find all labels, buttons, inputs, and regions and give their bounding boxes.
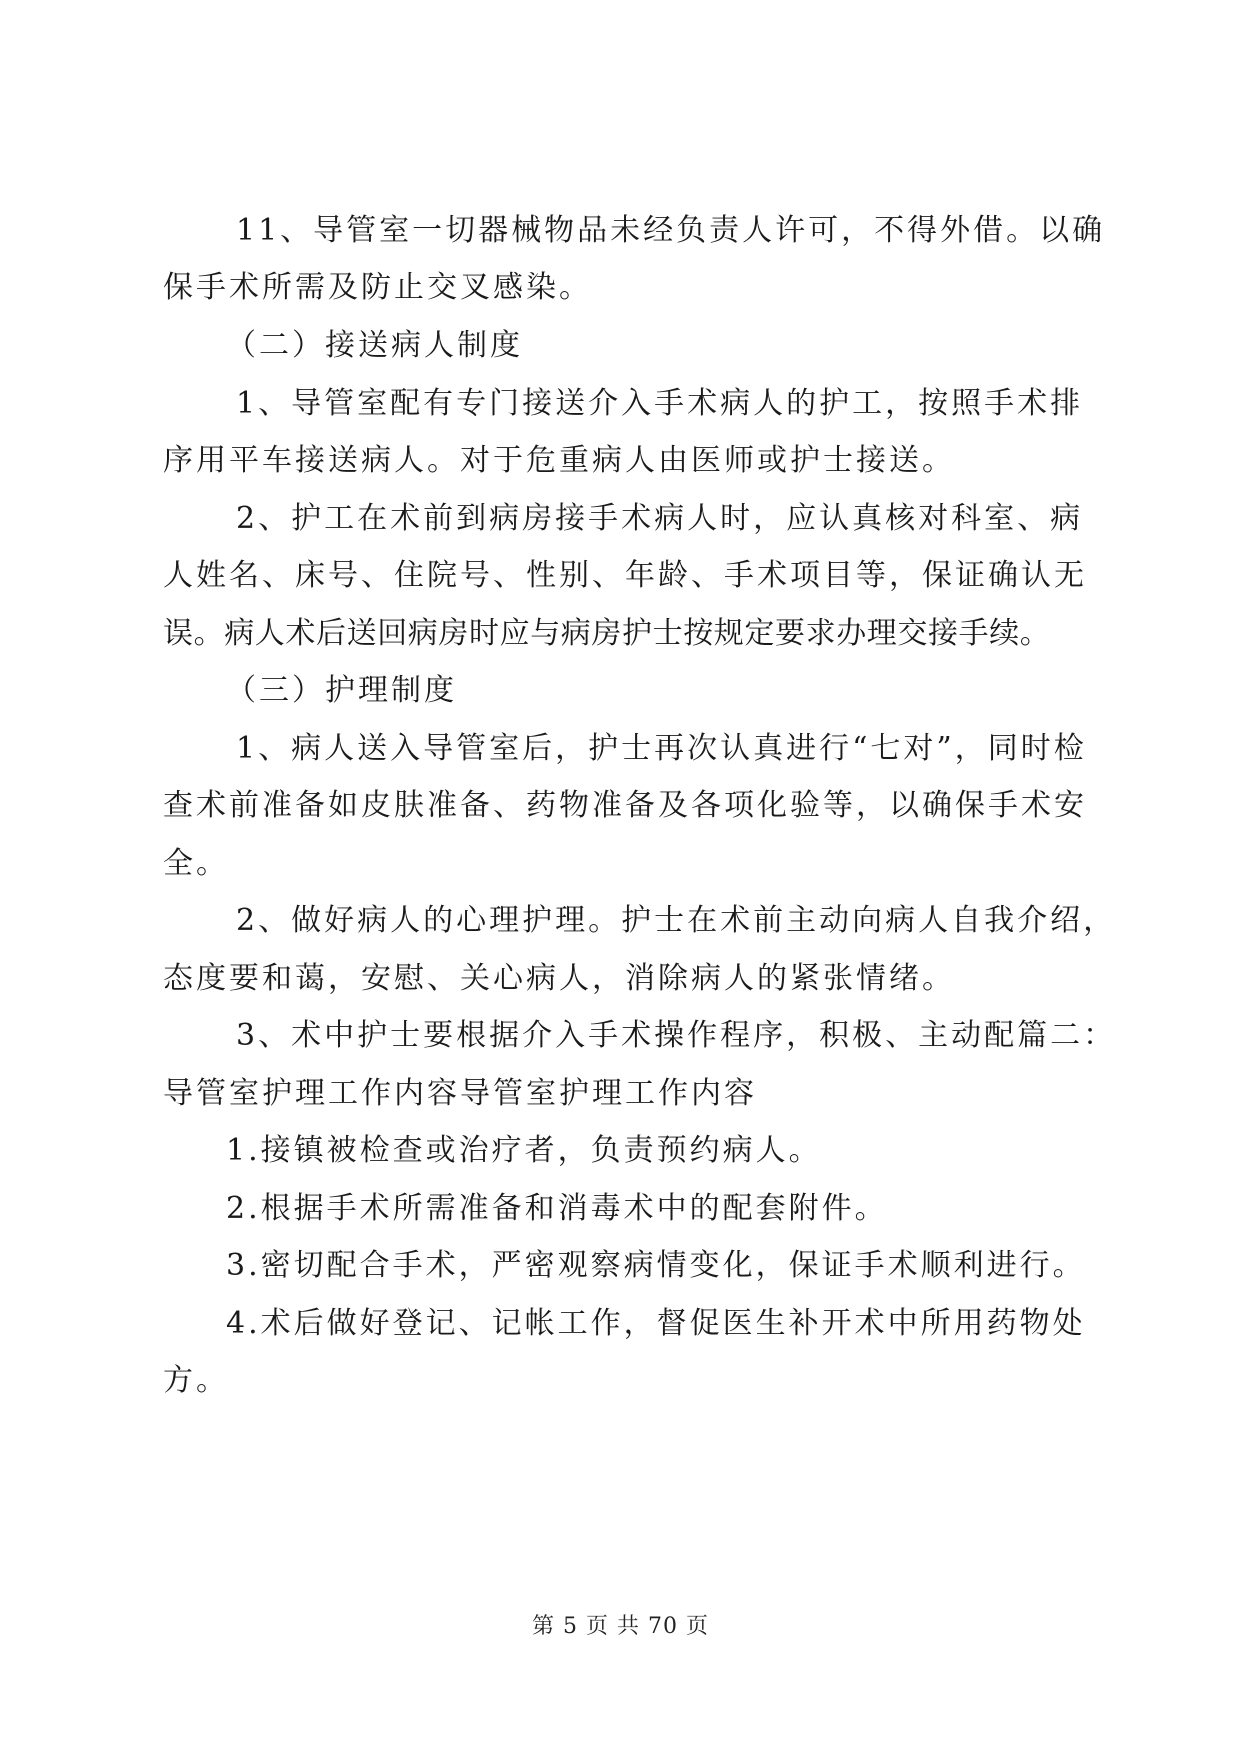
text-line: 2、做好病人的心理护理。护士在术前主动向病人自我介绍， (236, 903, 1117, 938)
text-line: 人姓名、床号、住院号、性别、年龄、手术项目等，保证确认无 (163, 558, 1087, 593)
text-line: 态度要和蔼，安慰、关心病人，消除病人的紧张情绪。 (163, 961, 955, 996)
text-line: 方。 (163, 1363, 229, 1398)
text-line: 3.密切配合手术，严密观察病情变化，保证手术顺利进行。 (226, 1248, 1086, 1283)
text-line: 4.术后做好登记、记帐工作，督促医生补开术中所用药物处 (226, 1306, 1086, 1341)
text-line: 全。 (163, 846, 229, 881)
text-line: 11、导管室一切器械物品未经负责人许可，不得外借。以确 (236, 213, 1106, 248)
section-heading: （三）护理制度 (226, 673, 457, 708)
text-line: 误。病人术后送回病房时应与病房护士按规定要求办理交接手续。 (163, 616, 1051, 651)
text-line: 序用平车接送病人。对于危重病人由医师或护士接送。 (163, 443, 955, 478)
page-number-footer: 第 5 页 共 70 页 (532, 1614, 709, 1639)
section-heading: （二）接送病人制度 (226, 328, 523, 363)
text-line: 查术前准备如皮肤准备、药物准备及各项化验等，以确保手术安 (163, 788, 1087, 823)
text-line: 1.接镇被检查或治疗者，负责预约病人。 (226, 1133, 822, 1168)
text-line: 保手术所需及防止交叉感染。 (163, 270, 592, 305)
text-line: 导管室护理工作内容导管室护理工作内容 (163, 1076, 757, 1111)
text-line: 1、导管室配有专门接送介入手术病人的护工，按照手术排 (236, 386, 1084, 421)
text-line: 2、护工在术前到病房接手术病人时，应认真核对科室、病 (236, 501, 1084, 536)
text-line: 3、术中护士要根据介入手术操作程序，积极、主动配篇二： (236, 1018, 1117, 1053)
text-line: 2.根据手术所需准备和消毒术中的配套附件。 (226, 1191, 888, 1226)
text-line: 1、病人送入导管室后，护士再次认真进行“七对”，同时检 (236, 731, 1087, 766)
